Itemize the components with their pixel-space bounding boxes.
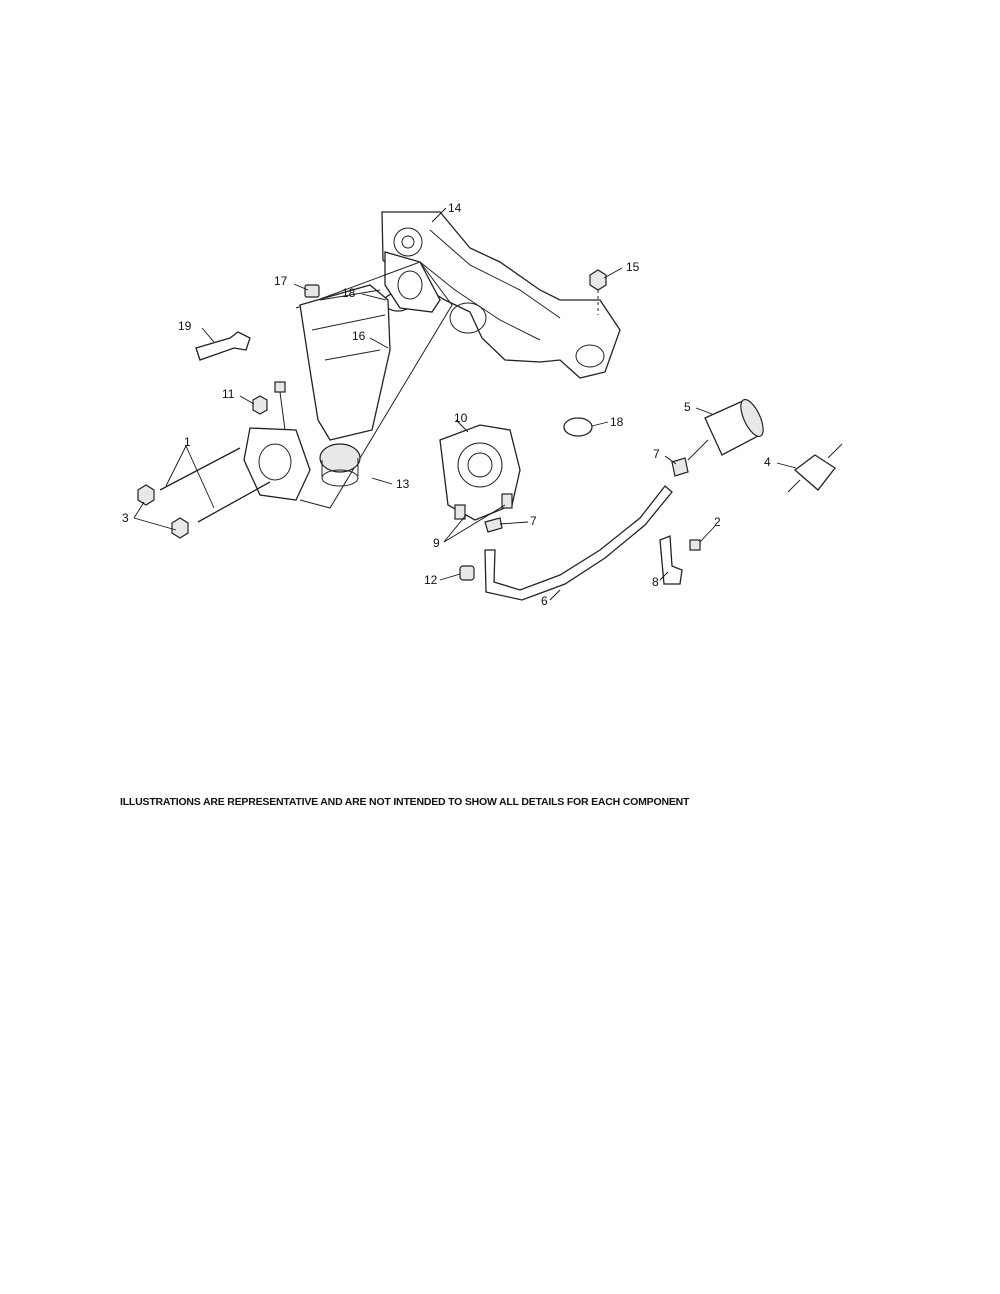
- callout-15: 15: [626, 260, 640, 274]
- callout-16: 16: [352, 329, 366, 343]
- callout-3: 3: [122, 511, 129, 525]
- screw-part-2: [690, 540, 700, 550]
- callout-12: 12: [424, 573, 438, 587]
- flange-gasket: [244, 428, 310, 500]
- callout-2: 2: [714, 515, 721, 529]
- callout-14: 14: [448, 201, 462, 215]
- callout-8: 8: [652, 575, 659, 589]
- callout-6: 6: [541, 594, 548, 608]
- callout-7: 7: [653, 447, 660, 461]
- elbow-part-12: [460, 566, 474, 580]
- callout-10: 10: [454, 411, 468, 425]
- fuel-pump-part-10: [440, 425, 520, 520]
- callout-18b: 18: [610, 415, 624, 429]
- callout-18: 18: [342, 286, 356, 300]
- screw-part-17: [305, 285, 319, 297]
- nut-part-3: [138, 485, 188, 538]
- callout-1: 1: [184, 435, 191, 449]
- inline-filter-part-4: [788, 444, 842, 492]
- callout-9: 9: [433, 536, 440, 550]
- disclaimer-text: ILLUSTRATIONS ARE REPRESENTATIVE AND ARE NOT INTENDED TO SHOW ALL DETAILS FOR EACH COMPONENT: [120, 796, 690, 808]
- carburetor-part-13: [300, 285, 390, 486]
- fuel-filter-part-5: [688, 396, 768, 460]
- callout-11: 11: [222, 387, 235, 401]
- nut-part-11: [253, 382, 285, 430]
- clamp-part-7b: [672, 458, 688, 476]
- callout-7b: 7: [530, 514, 537, 528]
- o-ring-part-18b: [564, 418, 592, 436]
- clamp-part-7: [485, 518, 502, 532]
- hose-part-19: [196, 332, 250, 360]
- callout-4: 4: [764, 455, 771, 469]
- callout-13: 13: [396, 477, 410, 491]
- callout-5: 5: [684, 400, 691, 414]
- callout-17: 17: [274, 274, 288, 288]
- callout-19: 19: [178, 319, 192, 333]
